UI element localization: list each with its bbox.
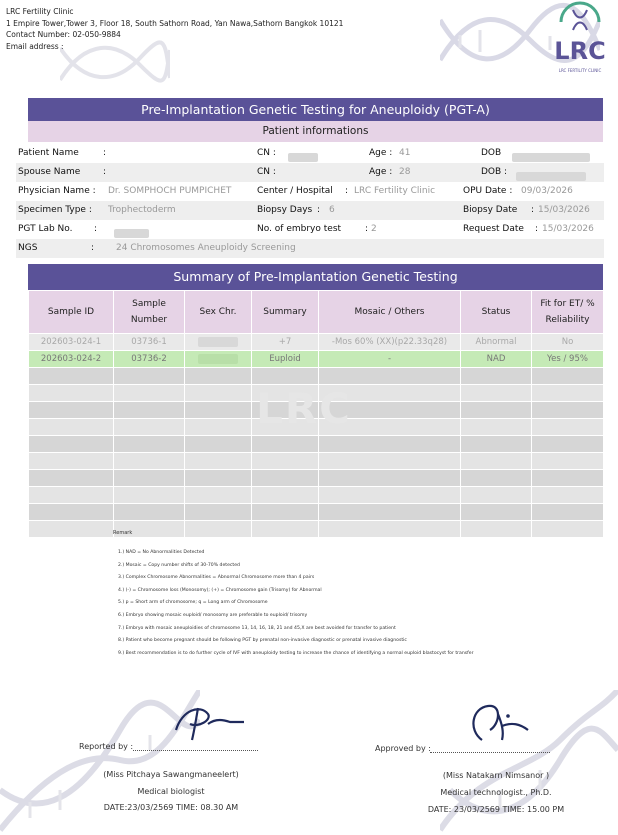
reported-sign-line xyxy=(133,750,258,751)
header-sample-id: Sample ID xyxy=(29,291,114,334)
table-row-empty xyxy=(29,368,604,385)
cell-summary: +7 xyxy=(252,334,319,351)
remark-item: 4.) (-) = Chromosome loss (Monosomy); (+) = Chromosome gain (Trisomy) for Abnormal xyxy=(118,587,322,593)
cell-mosaic: -Mos 60% (XX)(p22.33q28) xyxy=(319,334,461,351)
cell-summary: Euploid xyxy=(252,351,319,368)
remark-item: 3.) Complex Chromosome Abnormalities = Abnormal Chromosome more than 4 pairs xyxy=(118,575,315,581)
clinic-name: LRC Fertility Clinic xyxy=(6,7,74,16)
remarks-list xyxy=(118,547,473,660)
ngs-value: 24 Chromosomes Aneuploidy Screening xyxy=(116,243,296,253)
spouse-cn-label: CN : xyxy=(257,167,276,177)
clinic-email: Email address : xyxy=(6,41,64,51)
spouse-age: 28 xyxy=(399,167,411,177)
remark-title: Remark xyxy=(113,530,133,536)
physician-label: Physician Name : xyxy=(18,186,96,196)
cell-status: Abnormal xyxy=(461,334,532,351)
remark-item: 5.) p = Short arm of chromosome; q = Long arm of Chromosome xyxy=(118,600,268,606)
biopsy-days-value: 6 xyxy=(329,205,335,215)
center-value: LRC Fertility Clinic xyxy=(354,186,436,196)
reporter-signature xyxy=(168,700,248,742)
approver-signature xyxy=(462,700,532,746)
patient-section-title: Patient informations xyxy=(28,121,603,142)
logo-text: LRC xyxy=(554,37,606,65)
cell-mosaic: - xyxy=(319,351,461,368)
report-title: Pre-Implantation Genetic Testing for Aneuploidy (PGT-A) xyxy=(28,98,603,121)
remark-item: 9.) Best recommendation is to do further cycle of IVF with aneuploidy testing to increase the chance of identifying a normal euploid blastocyst for transfer xyxy=(118,650,474,656)
info-row-physician: Physician Name : Dr. SOMPHOCH PUMPICHET Center / Hospital : LRC Fertility Clinic OPU Date : 09/03/2026 xyxy=(16,182,604,201)
reported-by-label: Reported by : xyxy=(79,742,134,751)
header-sample-number: Sample Number xyxy=(114,291,185,334)
approver-role: Medical technologist., Ph.D. xyxy=(440,788,552,797)
table-row xyxy=(29,351,604,368)
info-row-ngs: NGS : 24 Chromosomes Aneuploidy Screening xyxy=(16,239,604,258)
physician-value: Dr. SOMPHOCH PUMPICHET xyxy=(108,186,232,196)
info-row-specimen: Specimen Type : Trophectoderm Biopsy Days : 6 Biopsy Date : 15/03/2026 xyxy=(16,201,604,220)
cell-sample-id: 202603-024-1 xyxy=(29,334,114,351)
approved-datetime: DATE: 23/03/2569 TIME: 15.00 PM xyxy=(427,805,565,814)
table-row-empty xyxy=(29,470,604,487)
cell-fit-for-et: No xyxy=(532,334,604,351)
center-label: Center / Hospital xyxy=(257,186,333,196)
request-date-value: 15/03/2026 xyxy=(542,224,594,234)
info-row-spouse: Spouse Name : CN : Age : 28 DOB : xyxy=(16,163,604,182)
specimen-value: Trophectoderm xyxy=(108,205,176,215)
remark-item: 7.) Embryo with mosaic aneuploidies of chromosome 13, 14, 16, 18, 21 and 45,X are best avoided for transfer to patient xyxy=(118,625,396,631)
table-row-empty xyxy=(29,453,604,470)
approved-sign-line xyxy=(430,752,550,753)
remark-item: 8.) Patient who become pregnant should be following PGT by prenatal non-invasive diagnostic or prenatal invasive diagnostic xyxy=(118,638,407,644)
info-row-patient: Patient Name : CN : Age : 41 DOB xyxy=(16,144,604,163)
logo-subtitle: LRC FERTILITY CLINIC xyxy=(558,68,602,73)
header-sex-chr: Sex Chr. xyxy=(185,291,252,334)
biopsy-days-label: Biopsy Days xyxy=(257,205,313,215)
spouse-name-label: Spouse Name xyxy=(18,167,81,177)
cell-sex-chr xyxy=(185,334,252,351)
remark-item: 2.) Mosaic = Copy number shifts of 30-70% detected xyxy=(118,562,240,568)
clinic-address: 1 Empire Tower,Tower 3, Floor 18, South Sathorn Road, Yan Nawa,Sathorn Bangkok 10121 xyxy=(6,18,344,28)
clinic-info xyxy=(6,6,343,52)
clinic-contact: Contact Number: 02-050-9884 xyxy=(6,30,121,39)
table-row xyxy=(29,334,604,351)
header-mosaic: Mosaic / Others xyxy=(319,291,461,334)
spouse-age-label: Age : xyxy=(369,167,393,177)
request-date-label: Request Date xyxy=(463,224,524,234)
specimen-label: Specimen Type : xyxy=(18,205,92,215)
embryo-test-label: No. of embryo test xyxy=(257,224,342,234)
remark-item: 1.) NAD = No Abnormalities Detected xyxy=(118,550,205,555)
patient-age: 41 xyxy=(399,148,411,158)
biopsy-date-value: 15/03/2026 xyxy=(538,205,590,215)
cell-sample-id: 202603-024-2 xyxy=(29,351,114,368)
reporter-role: Medical biologist xyxy=(137,787,205,796)
cell-fit-for-et: Yes / 95% xyxy=(532,351,604,368)
header-summary: Summary xyxy=(252,291,319,334)
watermark: LRC xyxy=(256,384,352,433)
age-label: Age : xyxy=(369,148,393,158)
reported-datetime: DATE:23/03/2569 TIME: 08.30 AM xyxy=(103,803,239,812)
table-row-empty xyxy=(29,436,604,453)
header-fit-for-et: Fit for ET/ % Reliability xyxy=(532,291,604,334)
spouse-dob-label: DOB : xyxy=(481,167,508,177)
table-row-empty xyxy=(29,504,604,521)
cell-status: NAD xyxy=(461,351,532,368)
pgt-lab-label: PGT Lab No. xyxy=(18,224,73,234)
remark-item: 6.) Embryo showing mosaic euploid/ monosomy are preferable to euploid/ trisomy xyxy=(118,612,308,618)
summary-title: Summary of Pre-Implantation Genetic Testing xyxy=(28,264,603,290)
approver-name: (Miss Natakarn Nimsanor ) xyxy=(442,771,550,780)
biopsy-date-label: Biopsy Date xyxy=(463,205,518,215)
cell-sample-number: 03736-1 xyxy=(114,334,185,351)
ngs-label: NGS xyxy=(18,243,38,253)
info-row-lab: PGT Lab No. : No. of embryo test : 2 Request Date : 15/03/2026 xyxy=(16,220,604,239)
reporter-name: (Miss Pitchaya Sawangmaneelert) xyxy=(103,770,239,779)
logo-ring-icon xyxy=(549,0,611,40)
patient-name-label: Patient Name xyxy=(18,148,79,158)
approved-by-label: Approved by : xyxy=(375,744,431,753)
opu-value: 09/03/2026 xyxy=(521,186,573,196)
dna-decoration-bottom-left xyxy=(0,690,200,835)
header-status: Status xyxy=(461,291,532,334)
cell-sex-chr xyxy=(185,351,252,368)
cn-label: CN : xyxy=(257,148,276,158)
clinic-logo xyxy=(549,0,611,78)
table-header-row xyxy=(29,291,604,334)
cell-sample-number: 03736-2 xyxy=(114,351,185,368)
table-row-empty xyxy=(29,487,604,504)
dob-label: DOB xyxy=(481,148,502,158)
opu-label: OPU Date : xyxy=(463,186,513,196)
embryo-test-value: 2 xyxy=(371,224,377,234)
